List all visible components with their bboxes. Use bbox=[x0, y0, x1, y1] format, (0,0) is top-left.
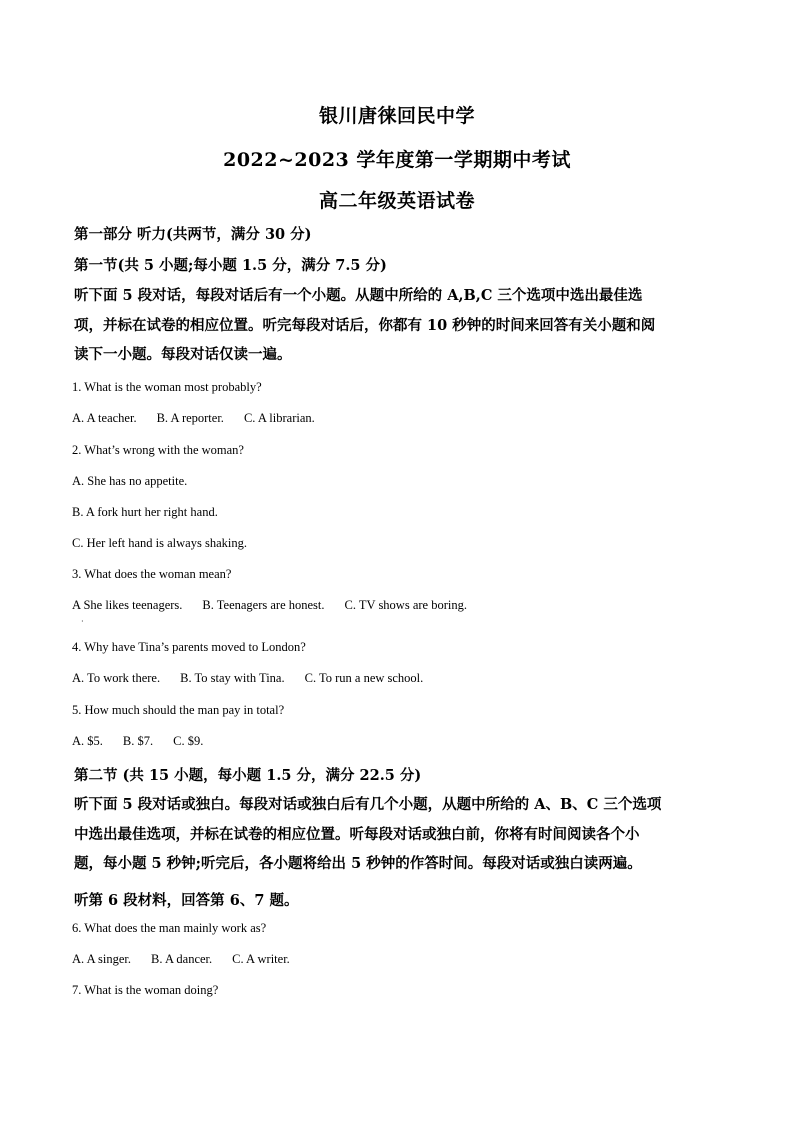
instruction-line: 项，并标在试卷的相应位置。听完每段对话后，你都有 10 秒钟的时间来回答有关小题和阅 bbox=[74, 316, 656, 334]
option-b: B. $7. bbox=[122, 734, 154, 748]
instruction-line: 题，每小题 5 秒钟;听完后，各小题将给出 5 秒钟的作答时间。每段对话或独白读两遍。 bbox=[74, 855, 642, 872]
instruction-line: 读下一小题。每段对话仅读一遍。 bbox=[74, 346, 292, 363]
section2-instructions bbox=[74, 790, 724, 879]
option-c: C. Her left hand is always shaking. bbox=[72, 536, 247, 550]
section2-title: 第二节 (共 15 小题，每小题 1.5 分，满分 22.5 分) bbox=[74, 767, 422, 784]
question-stem: 4. Why have Tina’s parents moved to London? bbox=[72, 640, 306, 654]
section1-instructions bbox=[74, 281, 724, 370]
option-a: A. A teacher. bbox=[72, 411, 137, 425]
option-b: B. A dancer. bbox=[151, 952, 213, 966]
question-stem: 6. What does the man mainly work as? bbox=[72, 921, 267, 935]
option-b: B. A fork hurt her right hand. bbox=[72, 505, 218, 519]
material-note: 听第 6 段材料，回答第 6、7 题。 bbox=[74, 892, 299, 909]
question-stem: 1. What is the woman most probably? bbox=[72, 380, 262, 394]
section1-title: 第一节(共 5 小题;每小题 1.5 分，满分 7.5 分) bbox=[74, 257, 387, 274]
option-a: A. A singer. bbox=[72, 952, 132, 966]
option-c: C. TV shows are boring. bbox=[344, 598, 467, 612]
option-a: A. To work there. bbox=[72, 671, 161, 685]
paper-title: 高二年级英语试卷 bbox=[318, 190, 475, 212]
option-b: B. To stay with Tina. bbox=[180, 671, 285, 685]
question-options bbox=[72, 411, 315, 426]
question-options bbox=[72, 952, 290, 967]
question-stem: 5. How much should the man pay in total? bbox=[72, 703, 285, 717]
instruction-line: 中选出最佳选项，并标在试卷的相应位置。听每段对话或独白前，你将有时间阅读各个小 bbox=[74, 825, 640, 843]
option-c: C. A writer. bbox=[232, 952, 290, 966]
option-a: A She likes teenagers. bbox=[72, 598, 183, 612]
instruction-line: 听下面 5 段对话，每段对话后有一个小题。从题中所给的 A,B,C 三个选项中选出最佳选 bbox=[74, 287, 643, 304]
question-options bbox=[72, 671, 423, 686]
instruction-line: 听下面 5 段对话或独白。每段对话或独白后有几个小题，从题中所给的 A、B、C 三个选项 bbox=[74, 796, 662, 813]
option-a: A. She has no appetite. bbox=[72, 474, 188, 488]
option-c: C. A librarian. bbox=[243, 411, 315, 425]
option-b: B. A reporter. bbox=[156, 411, 224, 425]
part1-title: 第一部分 听力(共两节，满分 30 分) bbox=[74, 226, 312, 243]
question-stem: 2. What’s wrong with the woman? bbox=[72, 443, 244, 457]
option-c: C. To run a new school. bbox=[304, 671, 424, 685]
option-c: C. $9. bbox=[173, 734, 204, 748]
question-options bbox=[72, 598, 467, 613]
option-a: A. $5. bbox=[72, 734, 103, 748]
question-stem: 7. What is the woman doing? bbox=[72, 983, 219, 997]
question-options bbox=[72, 734, 203, 749]
school-name: 银川唐徕回民中学 bbox=[318, 105, 475, 127]
exam-title: 2022~2023 学年度第一学期期中考试 bbox=[223, 149, 571, 171]
option-b: B. Teenagers are honest. bbox=[202, 598, 325, 612]
stray-mark: · bbox=[81, 617, 84, 626]
question-stem: 3. What does the woman mean? bbox=[72, 567, 232, 581]
